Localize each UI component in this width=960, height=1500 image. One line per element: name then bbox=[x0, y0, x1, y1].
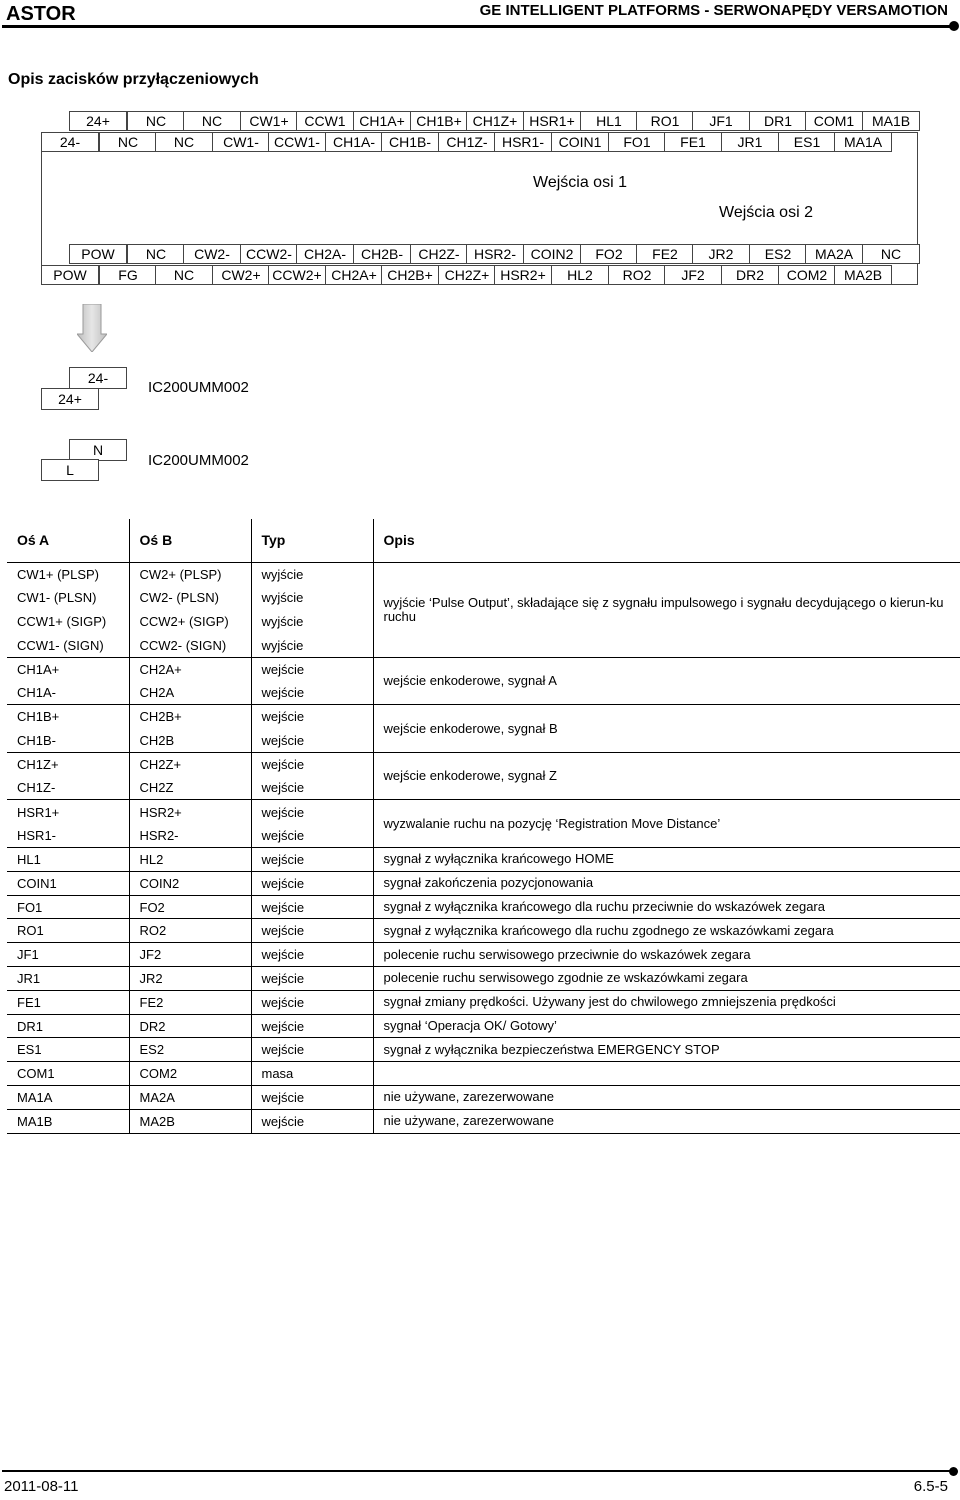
terminal-row3-3 bbox=[240, 244, 298, 264]
cell-axis-a: COIN1 bbox=[7, 871, 129, 895]
cell-axis-b: CCW2+ (SIGP) bbox=[129, 610, 251, 634]
cell-type: wyjście bbox=[251, 610, 373, 634]
cell-type: wejście bbox=[251, 800, 373, 824]
cell-axis-b: HSR2- bbox=[129, 824, 251, 848]
terminal-row4-12 bbox=[721, 265, 779, 285]
terminal-label: CH2A- bbox=[303, 246, 346, 262]
cell-axis-b: HSR2+ bbox=[129, 800, 251, 824]
cell-axis-a: CH1A+ bbox=[7, 657, 129, 681]
terminal-label: JF2 bbox=[681, 267, 705, 283]
table-row bbox=[7, 705, 960, 729]
terminal-label: NC bbox=[145, 113, 167, 129]
cell-description: nie używane, zarezerwowane bbox=[373, 1086, 960, 1110]
table-row bbox=[7, 1038, 960, 1062]
terminal-label: FE1 bbox=[680, 134, 706, 150]
terminal-row2-0 bbox=[41, 132, 99, 152]
terminal-label: MA2A bbox=[814, 246, 854, 262]
terminal-label: POW bbox=[81, 246, 115, 262]
cell-axis-a: CH1Z+ bbox=[7, 752, 129, 776]
terminal-label: CH2Z- bbox=[418, 246, 460, 262]
cell-axis-a: RO1 bbox=[7, 919, 129, 943]
terminal-label: MA2B bbox=[843, 267, 883, 283]
terminal-label: FO1 bbox=[623, 134, 651, 150]
terminal-row2-4 bbox=[268, 132, 326, 152]
table-row bbox=[7, 1062, 960, 1086]
cell-axis-b: HL2 bbox=[129, 848, 251, 872]
table-row bbox=[7, 800, 960, 824]
module-ac-terminal-top bbox=[69, 439, 127, 461]
terminal-label: 24+ bbox=[86, 113, 110, 129]
table-row bbox=[7, 1014, 960, 1038]
table-row bbox=[7, 1109, 960, 1133]
terminal-row1-0 bbox=[69, 111, 127, 131]
table-row bbox=[7, 895, 960, 919]
terminal-label: CH2B- bbox=[360, 246, 403, 262]
terminal-label: CH1B- bbox=[388, 134, 431, 150]
cell-description: sygnał z wyłącznika krańcowego dla ruchu zgodnego ze wskazówkami zegara bbox=[373, 919, 960, 943]
terminal-row3-0 bbox=[69, 244, 127, 264]
cell-type: wejście bbox=[251, 848, 373, 872]
terminal-label: HSR1+ bbox=[529, 113, 575, 129]
cell-axis-b: FE2 bbox=[129, 990, 251, 1014]
terminal-label: NC bbox=[145, 246, 167, 262]
cell-axis-a: JR1 bbox=[7, 967, 129, 991]
terminal-row2-8 bbox=[494, 132, 552, 152]
cell-axis-a: CCW1- (SIGN) bbox=[17, 637, 104, 653]
terminal-row3-12 bbox=[749, 244, 807, 264]
terminal-label: CW2+ bbox=[221, 267, 261, 283]
section-title: Opis zacisków przyłączeniowych bbox=[8, 71, 259, 88]
cell-type: wejście bbox=[251, 705, 373, 729]
terminal-label: HSR1- bbox=[501, 134, 544, 150]
cell-description: wejście enkoderowe, sygnał B bbox=[373, 705, 960, 753]
header-axis-a: Oś A bbox=[17, 532, 50, 549]
cell-axis-a: FO1 bbox=[7, 895, 129, 919]
cell-description: sygnał z wyłącznika krańcowego dla ruchu przeciwnie do wskazówek zegara bbox=[373, 895, 960, 919]
terminal-row1-3 bbox=[240, 111, 298, 131]
cell-axis-a: CH1A- bbox=[17, 685, 57, 701]
terminal-row4-11 bbox=[664, 265, 722, 285]
terminal-label: CW1- bbox=[223, 134, 259, 150]
cell-description bbox=[373, 1062, 960, 1086]
cell-axis-a: ES1 bbox=[7, 1038, 129, 1062]
cell-type: wejście bbox=[251, 943, 373, 967]
cell-axis-b: CH2B+ bbox=[129, 705, 251, 729]
cell-axis-a: CW1- (PLSN) bbox=[17, 590, 97, 606]
terminal-label: ES1 bbox=[793, 134, 821, 150]
document-title: GE INTELLIGENT PLATFORMS - SERWONAPĘDY VERSAMOTION bbox=[479, 2, 948, 19]
terminal-row3-14 bbox=[862, 244, 920, 264]
cell-type: wejście bbox=[251, 729, 373, 753]
terminal-label: DR2 bbox=[735, 267, 764, 283]
cell-axis-a: FE1 bbox=[7, 990, 129, 1014]
terminal-row1-2 bbox=[183, 111, 241, 131]
terminal-row4-1 bbox=[99, 265, 157, 285]
cell-axis-a: DR1 bbox=[7, 1014, 129, 1038]
table-row bbox=[7, 919, 960, 943]
footer-date: 2011-08-11 bbox=[4, 1478, 79, 1495]
header-type: Typ bbox=[251, 519, 373, 562]
cell-type: wejście bbox=[251, 990, 373, 1014]
cell-axis-b: MA2A bbox=[129, 1086, 251, 1110]
terminal-row4-13 bbox=[778, 265, 836, 285]
cell-type: wejście bbox=[251, 1014, 373, 1038]
cell-type: wejście bbox=[251, 681, 373, 705]
terminal-row2-7 bbox=[438, 132, 496, 152]
table-row bbox=[7, 657, 960, 681]
table-row bbox=[7, 1086, 960, 1110]
cell-axis-b: CH2Z bbox=[129, 776, 251, 800]
table-row bbox=[7, 871, 960, 895]
terminal-label: COM2 bbox=[786, 267, 828, 283]
module-24v-terminal-bottom bbox=[41, 388, 99, 410]
terminal-row4-6 bbox=[381, 265, 439, 285]
cell-type: wejście bbox=[251, 895, 373, 919]
cell-axis-b: JR2 bbox=[129, 967, 251, 991]
brand-logo-text: ASTOR bbox=[6, 3, 76, 25]
cell-axis-a: MA1B bbox=[7, 1109, 129, 1133]
terminal-label: HSR2+ bbox=[500, 267, 546, 283]
terminal-row3-13 bbox=[805, 244, 863, 264]
terminal-label: CCW2- bbox=[246, 246, 292, 262]
header-description: Opis bbox=[373, 519, 960, 562]
terminal-label: MA1B bbox=[871, 113, 911, 129]
terminal-row2-6 bbox=[381, 132, 439, 152]
terminal-label: POW bbox=[53, 267, 87, 283]
terminal-row4-7 bbox=[438, 265, 496, 285]
header-rule bbox=[2, 25, 950, 28]
terminal-row2-13 bbox=[778, 132, 836, 152]
terminal-row2-9 bbox=[551, 132, 609, 152]
cell-description: sygnał z wyłącznika krańcowego HOME bbox=[373, 848, 960, 872]
terminal-label: HSR2- bbox=[473, 246, 516, 262]
terminal-label: FO2 bbox=[595, 246, 623, 262]
cell-description: wyjście ‘Pulse Output’, składające się z sygnału impulsowego i sygnału decydującego o kierun-ku ruchu bbox=[373, 562, 960, 657]
terminal-row2-14 bbox=[834, 132, 892, 152]
terminal-row3-11 bbox=[692, 244, 750, 264]
cell-axis-a: CCW1+ (SIGP) bbox=[17, 613, 107, 629]
terminal-row3-6 bbox=[410, 244, 468, 264]
cell-axis-b: COM2 bbox=[129, 1062, 251, 1086]
terminal-label: JR2 bbox=[708, 246, 734, 262]
cell-axis-a: HL1 bbox=[7, 848, 129, 872]
terminal-row1-14 bbox=[862, 111, 920, 131]
header-axis-b: Oś B bbox=[129, 519, 251, 562]
terminal-label: CH1Z- bbox=[446, 134, 488, 150]
module-24v-model: IC200UMM002 bbox=[148, 379, 249, 396]
cell-description: polecenie ruchu serwisowego przeciwnie do wskazówek zegara bbox=[373, 943, 960, 967]
terminal-label: RO2 bbox=[622, 267, 652, 283]
cell-type: wejście bbox=[251, 776, 373, 800]
terminal-row1-13 bbox=[805, 111, 863, 131]
terminal-row4-10 bbox=[608, 265, 666, 285]
terminal-label: COM1 bbox=[813, 113, 855, 129]
terminal-label: MA1A bbox=[843, 134, 883, 150]
cell-axis-b: RO2 bbox=[129, 919, 251, 943]
table-row bbox=[7, 562, 960, 586]
terminal-row2-5 bbox=[325, 132, 383, 152]
terminal-row1-8 bbox=[523, 111, 581, 131]
cell-axis-b: CH2Z+ bbox=[129, 752, 251, 776]
cell-axis-b: CH2B bbox=[129, 729, 251, 753]
terminal-row4-5 bbox=[325, 265, 383, 285]
terminal-label: NC bbox=[173, 267, 195, 283]
terminal-row1-9 bbox=[580, 111, 638, 131]
module-ac-model: IC200UMM002 bbox=[148, 452, 249, 469]
cell-axis-b: CCW2- (SIGN) bbox=[129, 633, 251, 657]
footer-page-number: 6.5-5 bbox=[913, 1478, 948, 1495]
cell-axis-b: COIN2 bbox=[129, 871, 251, 895]
cell-axis-b: ES2 bbox=[129, 1038, 251, 1062]
module-24v-terminal-top bbox=[69, 367, 127, 389]
terminal-row2-11 bbox=[664, 132, 722, 152]
cell-axis-a: MA1A bbox=[7, 1086, 129, 1110]
terminal-label: CH2A+ bbox=[331, 267, 377, 283]
footer-rule bbox=[2, 1470, 950, 1472]
cell-axis-b: MA2B bbox=[129, 1109, 251, 1133]
terminal-label: HL2 bbox=[567, 267, 593, 283]
cell-type: wejście bbox=[251, 657, 373, 681]
cell-axis-b: CW2+ (PLSP) bbox=[129, 562, 251, 586]
module-ac-top-label: N bbox=[92, 442, 104, 458]
terminal-row4-4 bbox=[268, 265, 326, 285]
cell-type: wyjście bbox=[251, 562, 373, 586]
module-24v-top-label: 24- bbox=[87, 370, 109, 386]
cell-type: masa bbox=[251, 1062, 373, 1086]
terminal-row4-0 bbox=[41, 265, 99, 285]
terminal-row4-3 bbox=[212, 265, 270, 285]
cell-axis-a: HSR1- bbox=[17, 827, 57, 843]
table-row bbox=[7, 752, 960, 776]
terminal-row4-2 bbox=[155, 265, 213, 285]
terminal-row1-11 bbox=[692, 111, 750, 131]
terminal-label: NC bbox=[880, 246, 902, 262]
table-row bbox=[7, 943, 960, 967]
terminal-row1-5 bbox=[353, 111, 411, 131]
terminal-row2-10 bbox=[608, 132, 666, 152]
terminal-label: FG bbox=[118, 267, 138, 283]
terminal-row3-5 bbox=[353, 244, 411, 264]
terminal-label: CCW2+ bbox=[272, 267, 322, 283]
terminal-label: CH2B+ bbox=[387, 267, 433, 283]
module-ac-bottom-label: L bbox=[66, 462, 74, 478]
terminal-label: CH1A+ bbox=[359, 113, 405, 129]
cell-description: nie używane, zarezerwowane bbox=[373, 1109, 960, 1133]
terminal-row1-4 bbox=[296, 111, 354, 131]
axis2-inputs-label: Wejścia osi 2 bbox=[719, 204, 813, 221]
terminal-row3-4 bbox=[296, 244, 354, 264]
cell-axis-a: COM1 bbox=[7, 1062, 129, 1086]
terminal-row3-1 bbox=[127, 244, 185, 264]
cell-type: wejście bbox=[251, 967, 373, 991]
cell-type: wyjście bbox=[251, 586, 373, 610]
terminal-row3-7 bbox=[466, 244, 524, 264]
terminal-label: NC bbox=[201, 113, 223, 129]
table-row bbox=[7, 848, 960, 872]
terminal-row4-8 bbox=[494, 265, 552, 285]
terminal-label: CH1A- bbox=[332, 134, 375, 150]
terminal-label: ES2 bbox=[764, 246, 792, 262]
terminal-row3-8 bbox=[523, 244, 581, 264]
module-ac-terminal-bottom bbox=[41, 459, 99, 481]
terminal-label: 24- bbox=[59, 134, 81, 150]
terminal-label: JR1 bbox=[737, 134, 763, 150]
terminal-label: FE2 bbox=[652, 246, 678, 262]
table-header-row bbox=[7, 519, 960, 562]
terminal-row2-12 bbox=[721, 132, 779, 152]
cell-type: wejście bbox=[251, 1109, 373, 1133]
terminal-row1-1 bbox=[127, 111, 185, 131]
terminal-label: JF1 bbox=[709, 113, 733, 129]
module-24v-bottom-label: 24+ bbox=[58, 391, 82, 407]
terminal-label: HL1 bbox=[596, 113, 622, 129]
cell-axis-a: CH1B- bbox=[17, 732, 57, 748]
terminal-label: CH1Z+ bbox=[472, 113, 518, 129]
cell-type: wejście bbox=[251, 824, 373, 848]
footer-rule-dot bbox=[949, 1467, 958, 1476]
down-arrow-icon bbox=[77, 304, 107, 352]
cell-description: sygnał zmiany prędkości. Używany jest do chwilowego zmniejszenia prędkości bbox=[373, 990, 960, 1014]
table-row bbox=[7, 990, 960, 1014]
cell-axis-a: CW1+ (PLSP) bbox=[7, 562, 129, 586]
cell-axis-b: CW2- (PLSN) bbox=[129, 586, 251, 610]
terminal-row1-6 bbox=[410, 111, 468, 131]
terminal-row2-1 bbox=[99, 132, 157, 152]
cell-axis-b: CH2A+ bbox=[129, 657, 251, 681]
cell-axis-a: CH1B+ bbox=[7, 705, 129, 729]
terminal-row2-3 bbox=[212, 132, 270, 152]
cell-description: wejście enkoderowe, sygnał A bbox=[373, 657, 960, 705]
cell-type: wejście bbox=[251, 1086, 373, 1110]
header-rule-dot bbox=[949, 21, 959, 31]
terminal-row3-9 bbox=[580, 244, 638, 264]
terminal-label: NC bbox=[173, 134, 195, 150]
cell-axis-b: JF2 bbox=[129, 943, 251, 967]
terminal-label: COIN2 bbox=[530, 246, 574, 262]
cell-axis-a: JF1 bbox=[7, 943, 129, 967]
terminal-label: CW2- bbox=[194, 246, 230, 262]
terminal-description-table bbox=[7, 519, 960, 1134]
terminal-label: CW1+ bbox=[249, 113, 289, 129]
terminal-label: CH2Z+ bbox=[444, 267, 490, 283]
axis1-inputs-label: Wejścia osi 1 bbox=[533, 174, 627, 191]
cell-description: wejście enkoderowe, sygnał Z bbox=[373, 752, 960, 800]
terminal-label: CH1B+ bbox=[416, 113, 462, 129]
terminal-row4-14 bbox=[834, 265, 892, 285]
terminal-row1-12 bbox=[749, 111, 807, 131]
cell-type: wejście bbox=[251, 871, 373, 895]
terminal-row4-9 bbox=[551, 265, 609, 285]
cell-axis-b: FO2 bbox=[129, 895, 251, 919]
cell-type: wejście bbox=[251, 1038, 373, 1062]
terminal-label: DR1 bbox=[763, 113, 792, 129]
terminal-row1-7 bbox=[466, 111, 524, 131]
terminal-row1-10 bbox=[636, 111, 694, 131]
terminal-label: CCW1 bbox=[304, 113, 346, 129]
cell-axis-b: CH2A bbox=[129, 681, 251, 705]
cell-description: wyzwalanie ruchu na pozycję ‘Registration Move Distance’ bbox=[373, 800, 960, 848]
cell-type: wejście bbox=[251, 752, 373, 776]
terminal-row3-10 bbox=[636, 244, 694, 264]
cell-axis-a: HSR1+ bbox=[7, 800, 129, 824]
terminal-label: COIN1 bbox=[558, 134, 602, 150]
terminal-label: RO1 bbox=[650, 113, 680, 129]
cell-axis-a: CH1Z- bbox=[17, 780, 56, 796]
terminal-row2-2 bbox=[155, 132, 213, 152]
cell-description: sygnał zakończenia pozycjonowania bbox=[373, 871, 960, 895]
terminal-label: NC bbox=[117, 134, 139, 150]
cell-description: polecenie ruchu serwisowego zgodnie ze wskazówkami zegara bbox=[373, 967, 960, 991]
terminal-label: CCW1- bbox=[274, 134, 320, 150]
cell-type: wejście bbox=[251, 919, 373, 943]
cell-type: wyjście bbox=[251, 633, 373, 657]
cell-description: sygnał z wyłącznika bezpieczeństwa EMERGENCY STOP bbox=[373, 1038, 960, 1062]
terminal-row3-2 bbox=[183, 244, 241, 264]
table-row bbox=[7, 967, 960, 991]
cell-axis-b: DR2 bbox=[129, 1014, 251, 1038]
cell-description: sygnał ‘Operacja OK/ Gotowy’ bbox=[373, 1014, 960, 1038]
